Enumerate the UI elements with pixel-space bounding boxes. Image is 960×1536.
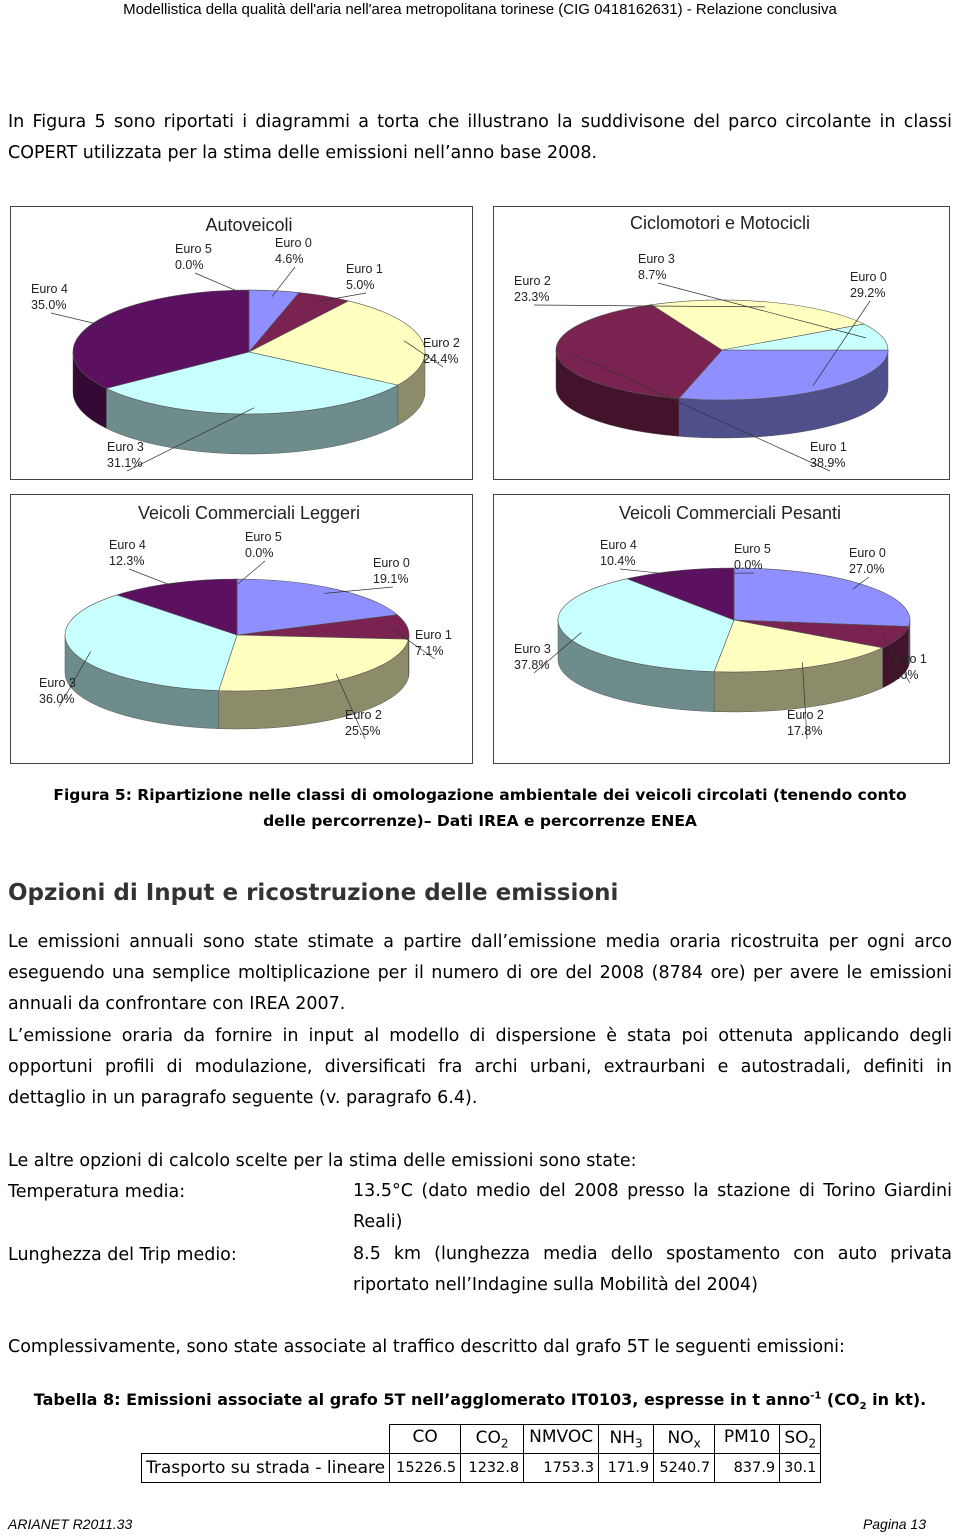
pie-value-label: 7.1% — [415, 644, 444, 658]
paragraph-4: Complessivamente, sono state associate al traffico descritto dal grafo 5T le seguenti emissioni: — [8, 1337, 845, 1357]
option-value-temperature: 13.5°C (dato medio del 2008 presso la stazione di Torino Giardini Reali) — [353, 1181, 952, 1232]
pie-value-label: 12.3% — [109, 554, 145, 568]
pie-label: Euro 1 — [890, 652, 927, 666]
table-caption: Tabella 8: Emissioni associate al grafo 5T nell’agglomerato IT0103, espresse in t anno$^{-1}$ ($CO_2$ in kt). — [33, 1390, 927, 1413]
paragraph-2: L’emissione oraria da fornire in input al modello di dispersione è stata poi ottenuta applicando degli opportuni profili di modulazione, diversificati fra archi urbani, extraurbani e autostradali, definiti in dettaglio in un paragrafo seguente (v. paragrafo 6.4). — [8, 1026, 952, 1108]
cell-co: 15226.5 — [390, 1454, 461, 1483]
header-so2: $SO_2$ — [780, 1425, 821, 1454]
section-title: Opzioni di Input e ricostruzione delle emissioni — [8, 880, 619, 906]
pie-value-label: 36.0% — [39, 692, 75, 706]
table-row — [142, 1454, 821, 1483]
pie-label: Euro 2 — [514, 274, 551, 288]
pie-label: Euro 4 — [31, 282, 68, 296]
pie-label: Euro 5 — [245, 530, 282, 544]
chart-title: Veicoli Commerciali Leggeri — [137, 503, 361, 523]
pie-value-label: 19.1% — [373, 572, 409, 586]
pie-value-label: 0.0% — [734, 558, 763, 572]
cell-nox: 5240.7 — [654, 1454, 715, 1483]
pie-chart-ciclomotori — [494, 207, 949, 479]
chart-title: Ciclomotori e Motocicli — [629, 213, 811, 233]
figure-caption-line1: Figura 5: Ripartizione nelle classi di omologazione ambientale dei veicoli circolati (tenendo conto — [53, 786, 907, 804]
footer-report-id: ARIANET R2011.33 — [8, 1516, 133, 1532]
pie-value-label: 37.8% — [514, 658, 550, 672]
option-label-trip: Lunghezza del Trip medio: — [8, 1245, 237, 1265]
pie-value-label: 35.0% — [31, 298, 67, 312]
pie-value-label: 27.0% — [849, 562, 885, 576]
cell-nmvoc: 1753.3 — [524, 1454, 599, 1483]
pie-label: Euro 0 — [850, 270, 887, 284]
pie-label: Euro 2 — [345, 708, 382, 722]
emissions-table — [141, 1424, 821, 1483]
table-header-row — [142, 1425, 821, 1454]
pie-label: Euro 3 — [638, 252, 675, 266]
paragraph-3: Le altre opzioni di calcolo scelte per la stima delle emissioni sono state: — [8, 1151, 637, 1171]
header-co2: $CO_2$ — [461, 1425, 524, 1454]
pie-figure-vcl — [10, 494, 473, 764]
pie-label: Euro 1 — [810, 440, 847, 454]
pie-label: Euro 2 — [423, 336, 460, 350]
footer-page-number: Pagina 13 — [862, 1516, 926, 1532]
pie-label: Euro 0 — [275, 236, 312, 250]
pie-label: Euro 3 — [39, 676, 76, 690]
option-value-trip: 8.5 km (lunghezza media dello spostamento con auto privata riportato nell’Indagine sulla Mobilità del 2004) — [353, 1244, 952, 1295]
pie-figure-autoveicoli — [10, 206, 473, 480]
option-label-temperature: Temperatura media: — [8, 1182, 186, 1202]
cell-co2: 1232.8 — [461, 1454, 524, 1483]
header-nmvoc: NMVOC — [524, 1425, 599, 1454]
pie-label: Euro 1 — [415, 628, 452, 642]
pie-value-label: 24.4% — [423, 352, 459, 366]
pie-label: Euro 3 — [107, 440, 144, 454]
pie-value-label: 0.0% — [175, 258, 204, 272]
pie-figure-ciclomotori — [493, 206, 950, 480]
chart-title: Veicoli Commerciali Pesanti — [618, 503, 842, 523]
running-header: Modellistica della qualità dell'aria nell'area metropolitana torinese (CIG 0418162631) - Relazione conclusiva — [123, 1, 837, 18]
leader-line — [129, 569, 179, 588]
pie-value-label: 31.1% — [107, 456, 143, 470]
pie-value-label: 0.0% — [245, 546, 274, 560]
pie-figure-vcp — [493, 494, 950, 764]
pie-label: Euro 3 — [514, 642, 551, 656]
pie-label: Euro 1 — [346, 262, 383, 276]
pie-value-label: 17.8% — [787, 724, 823, 738]
pie-value-label: 5.0% — [346, 278, 375, 292]
pie-label: Euro 2 — [787, 708, 824, 722]
pie-label: Euro 5 — [734, 542, 771, 556]
pie-value-label: 8.7% — [638, 268, 667, 282]
cell-so2: 30.1 — [780, 1454, 821, 1483]
pie-value-label: 7.0% — [890, 668, 919, 682]
header-nox: $NO_x$ — [654, 1425, 715, 1454]
pie-label: Euro 4 — [600, 538, 637, 552]
pie-slice-euro-0 — [734, 568, 910, 627]
row-label: Trasporto su strada - lineare — [142, 1454, 390, 1483]
paragraph-1: Le emissioni annuali sono state stimate a partire dall’emissione media oraria ricostruita per ogni arco eseguendo una semplice moltiplicazione per il numero di ore del 2008 (8784 ore) per avere le emissioni annuali da confrontare con IREA 2007. — [8, 932, 952, 1014]
cell-nh3: 171.9 — [599, 1454, 654, 1483]
header-nh3: $NH_3$ — [599, 1425, 654, 1454]
pie-label: Euro 4 — [109, 538, 146, 552]
cell-pm10: 837.9 — [715, 1454, 780, 1483]
pie-value-label: 10.4% — [600, 554, 636, 568]
pie-value-label: 23.3% — [514, 290, 550, 304]
pie-label: Euro 0 — [373, 556, 410, 570]
pie-chart-autoveicoli — [11, 207, 472, 479]
pie-value-label: 25.5% — [345, 724, 381, 738]
pie-label: Euro 5 — [175, 242, 212, 256]
figure-caption-line2: delle percorrenze)– Dati IREA e percorrenze ENEA — [263, 812, 697, 830]
pie-value-label: 38.9% — [810, 456, 846, 470]
header-pm10: PM10 — [715, 1425, 780, 1454]
pie-chart-vcp — [494, 495, 949, 763]
intro-paragraph: In Figura 5 sono riportati i diagrammi a torta che illustrano la suddivisone del parco circolante in classi COPERT utilizzata per la stima delle emissioni nell’anno base 2008. — [8, 112, 952, 163]
pie-label: Euro 0 — [849, 546, 886, 560]
chart-title: Autoveicoli — [205, 215, 293, 235]
pie-value-label: 4.6% — [275, 252, 304, 266]
pie-chart-vcl — [11, 495, 472, 763]
header-co: CO — [390, 1425, 461, 1454]
pie-value-label: 29.2% — [850, 286, 886, 300]
